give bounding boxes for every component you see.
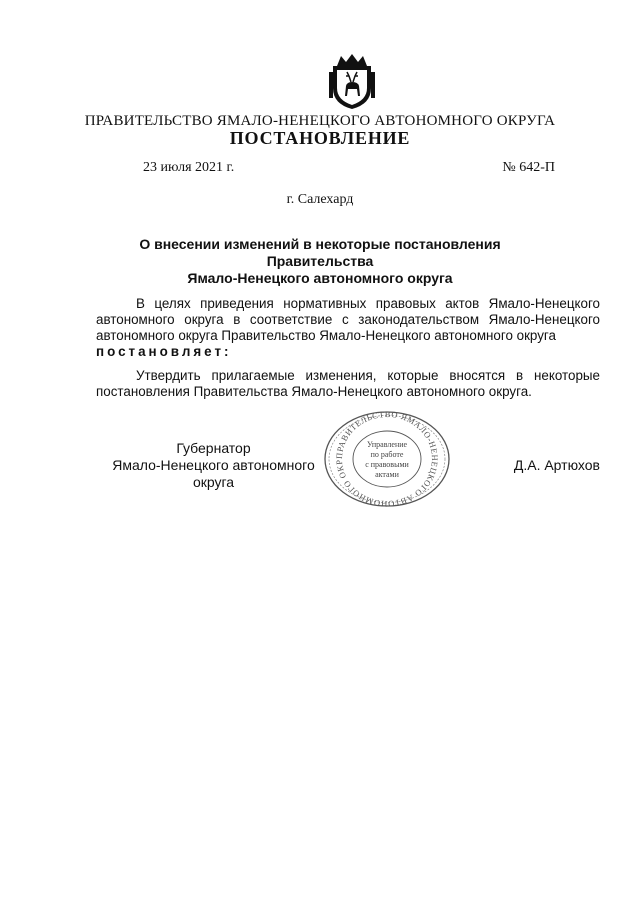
coat-of-arms-icon [327, 52, 377, 110]
document-date: 23 июля 2021 г. [143, 160, 235, 175]
document-subject [100, 236, 540, 287]
stamp-inner-line-4: актами [375, 470, 399, 479]
official-stamp-icon [322, 410, 452, 508]
signatory-name: Д.А. Артюхов [513, 457, 600, 473]
organization-title: ПРАВИТЕЛЬСТВО ЯМАЛО-НЕНЕЦКОГО АВТОНОМНОГО ОКРУГА [84, 113, 556, 129]
body-paragraph-1 [96, 296, 600, 360]
stamp-inner-line-2: по работе [370, 450, 404, 459]
paragraph-1-text: В целях приведения нормативных правовых актов Ямало-Ненецкого автономного округа в соответствие с законодательством Ямало-Ненецкого автономного округа Правительство Ямало-Ненецкого автономного округа [96, 296, 600, 343]
document-number: № 642-П [502, 160, 555, 175]
stamp-inner-line-1: Управление [366, 440, 408, 449]
stamp-outer-text: ПРАВИТЕЛЬСТВО ЯМАЛО-НЕНЕЦКОГО АВТОНОМНОГО ОКР [333, 410, 441, 508]
subject-line-1: О внесении изменений в некоторые постановления Правительства [139, 236, 501, 269]
stamp-inner-line-3: с правовыми [365, 460, 409, 469]
resolves-word: постановляет: [96, 344, 232, 359]
signatory-title [96, 440, 331, 491]
document-city: г. Салехард [286, 192, 354, 207]
subject-line-2: Ямало-Ненецкого автономного округа [187, 270, 453, 286]
body-paragraph-2: Утвердить прилагаемые изменения, которые вносятся в некоторые постановления Правительства Ямало-Ненецкого автономного округа. [96, 368, 600, 399]
signatory-title-line-2: Ямало-Ненецкого автономного округа [112, 457, 315, 490]
signatory-title-line-1: Губернатор [176, 440, 251, 456]
document-type: ПОСТАНОВЛЕНИЕ [229, 128, 411, 148]
